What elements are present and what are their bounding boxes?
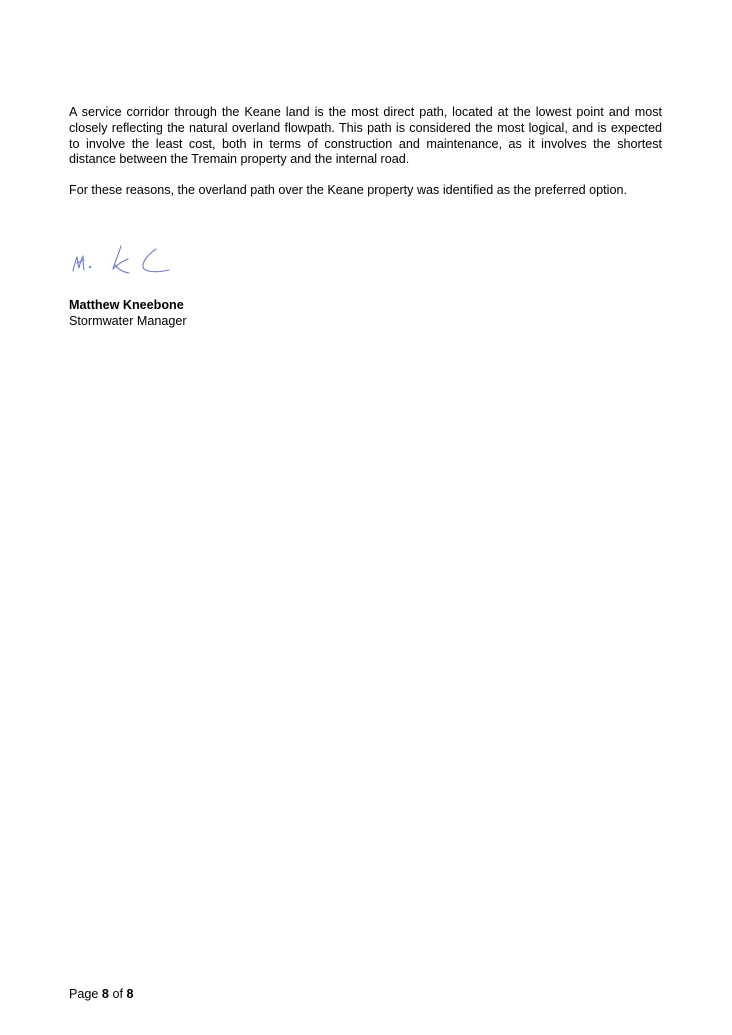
of-label: of	[112, 987, 123, 1001]
total-pages-number: 8	[126, 987, 134, 1001]
current-page-number: 8	[101, 987, 109, 1001]
page-label: Page	[69, 987, 99, 1001]
body-paragraph-conclusion: For these reasons, the overland path over the Keane property was identified as the preferred option.	[69, 183, 627, 197]
signatory-title: Stormwater Manager	[69, 314, 187, 328]
signatory-block	[69, 297, 187, 329]
signatory-name: Matthew Kneebone	[69, 298, 184, 312]
body-paragraph-corridor: A service corridor through the Keane land is the most direct path, located at the lowest point and most closely reflecting the natural overland flowpath. This path is considered the most logical, and is expected to involve the least cost, both in terms of construction and maintenance, as it involves the shortest distance between the Tremain property and the internal road.	[69, 105, 662, 167]
handwritten-signature	[68, 240, 178, 280]
page-footer	[69, 986, 133, 1002]
